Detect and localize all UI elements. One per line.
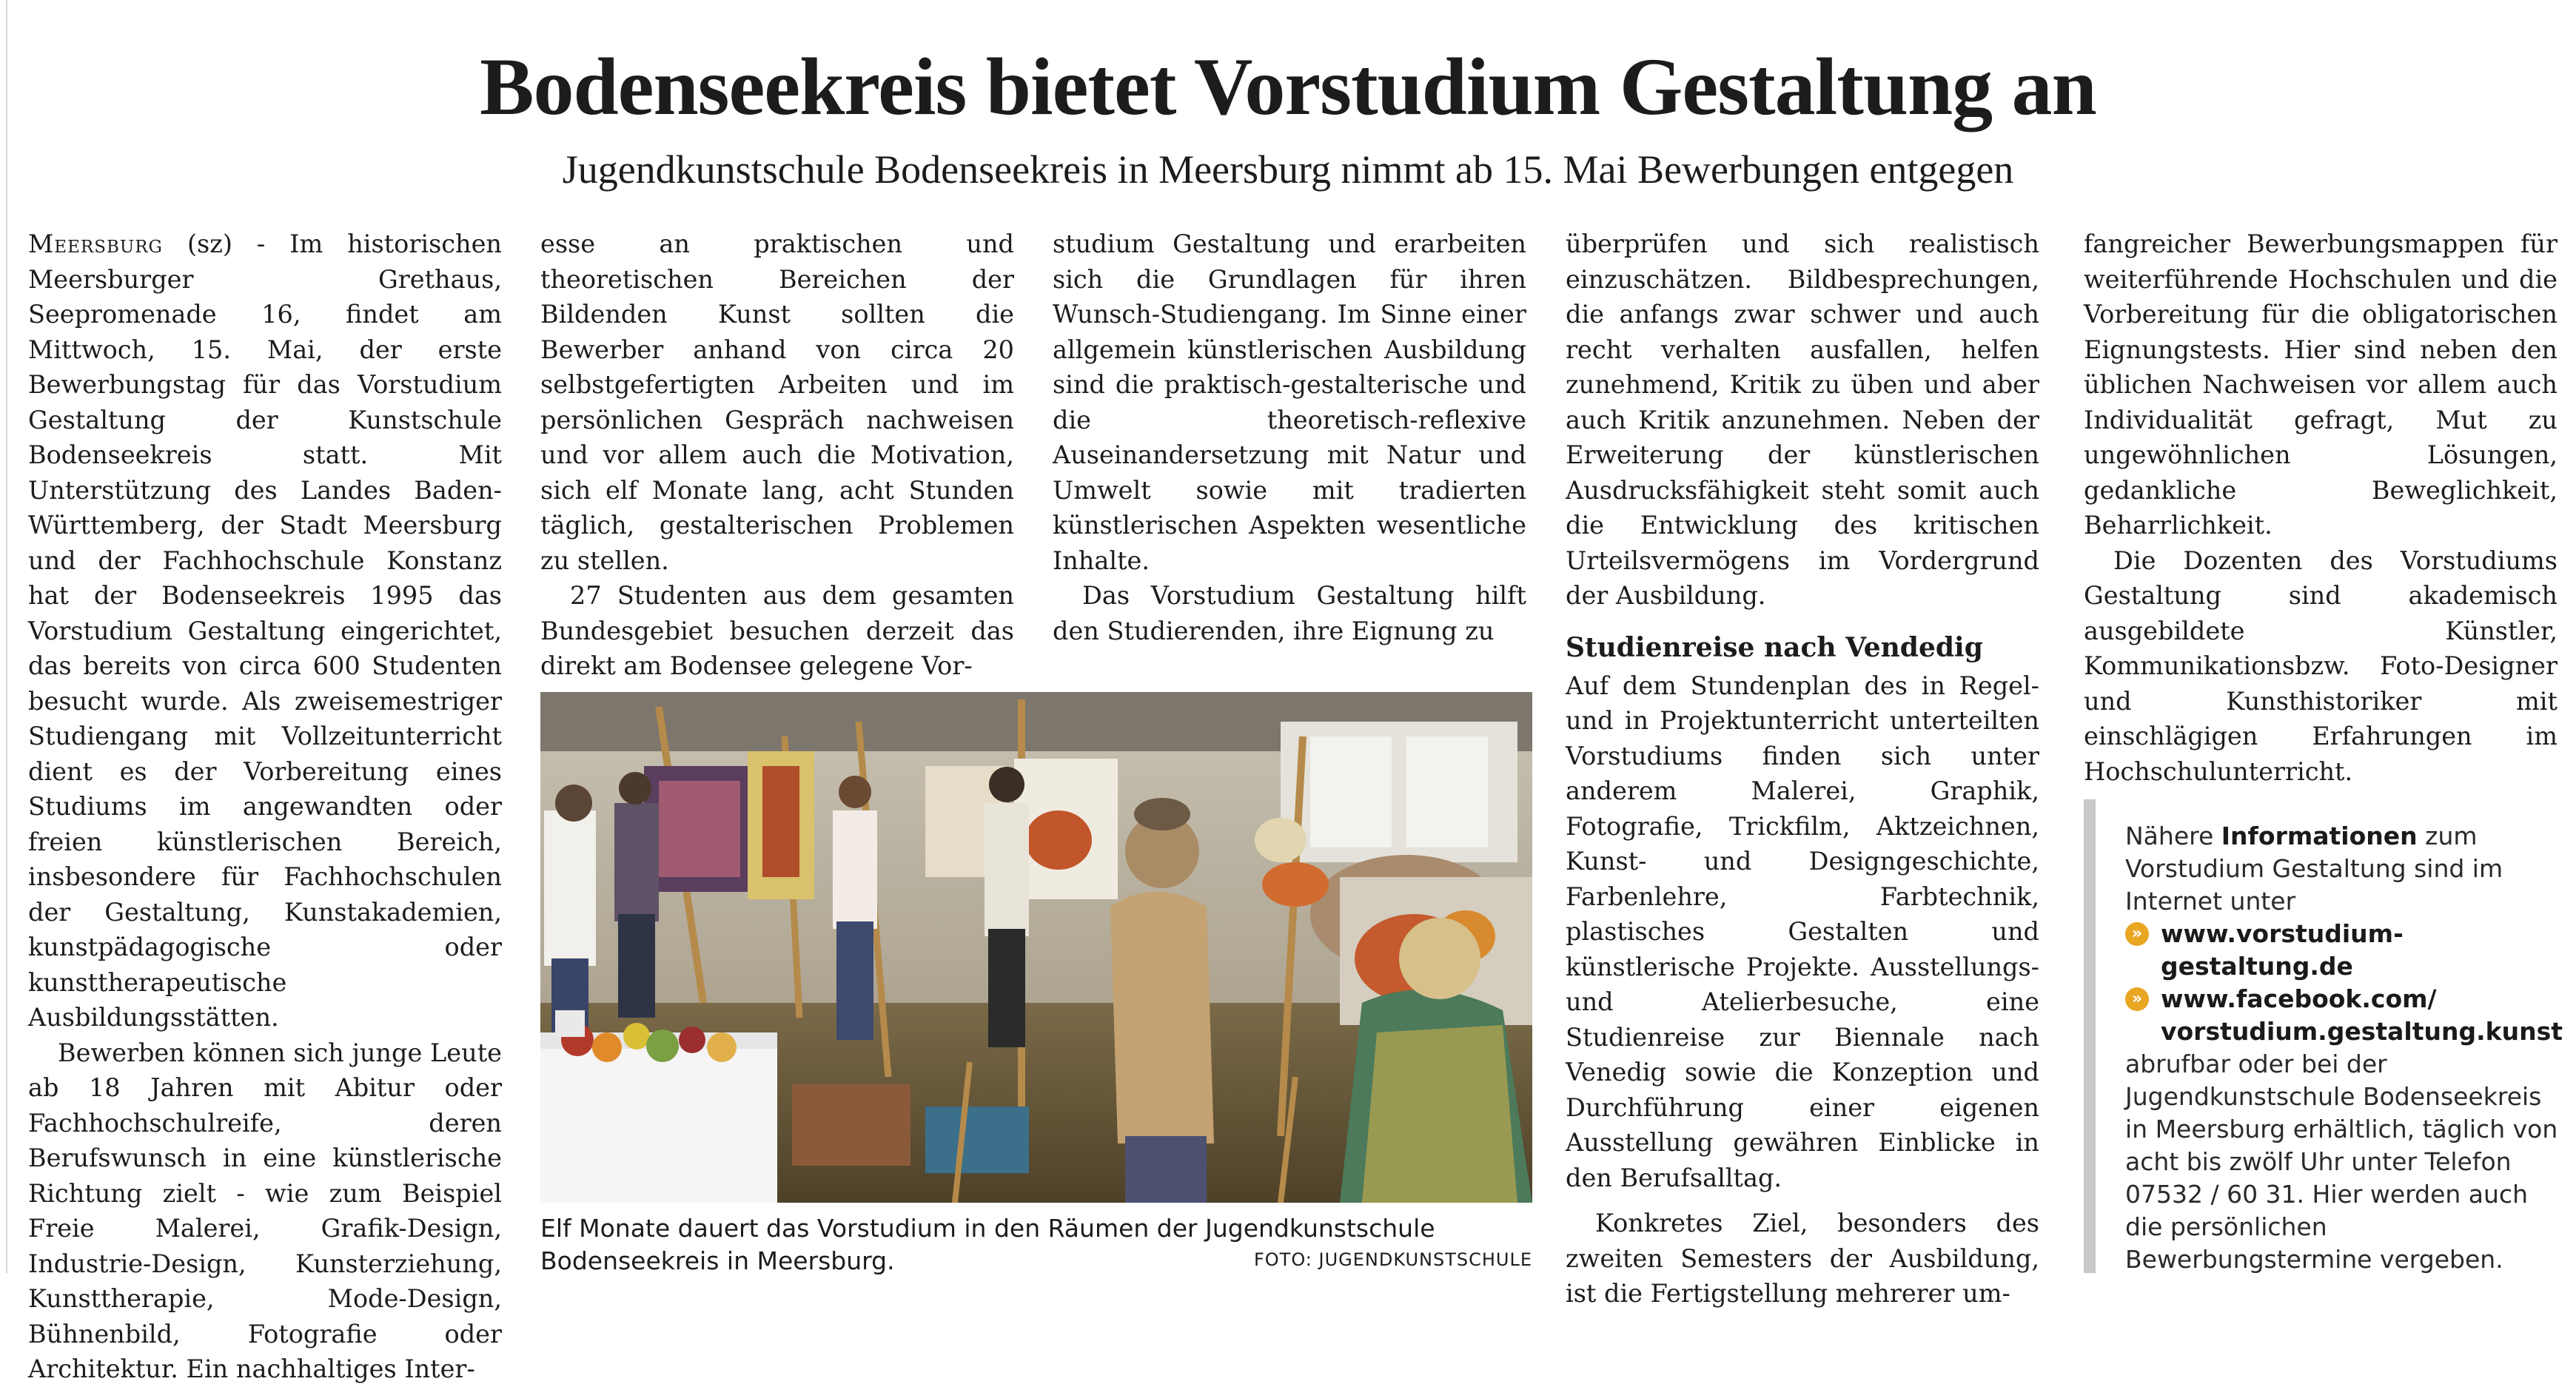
photo-credit: FOTO: JUGENDKUNSTSCHULE bbox=[1253, 1249, 1532, 1270]
paragraph: überprüfen und sich realistisch einzuschätzen. Bildbesprechungen, die anfangs zwar schwer und auch recht verhalten ausfallen, helfen zunehmend, Kritik zu üben und aber auch Kritik anzunehmen. Neben der Erweiterung der künstlerischen Ausdrucksfähigkeit steht somit auch die Entwicklung des kritischen Urteilsvermögens im Vordergrund der Ausbildung. bbox=[1566, 229, 2039, 610]
paragraph: Die Dozenten des Vorstudiums Gestaltung sind akademisch ausgebildete Künstler, Kommunikationsbzw. Foto-Designer und Kunsthistoriker mit einschlägigen Erfahrungen im Hochschulunterricht. bbox=[2084, 545, 2557, 786]
paragraph: Konkretes Ziel, besonders des zweiten Semesters der Ausbildung, ist die Fertigstellung mehrerer um- bbox=[1566, 1209, 2039, 1308]
text-column-2 bbox=[540, 226, 1014, 684]
article-subheadline: Jugendkunstschule Bodenseekreis in Meersburg nimmt ab 15. Mai Bewerbungen entgegen bbox=[562, 147, 2014, 192]
studio-photo bbox=[540, 692, 1532, 1203]
paragraph: 27 Studenten aus dem gesamten Bundesgebiet besuchen derzeit das direkt am Bodensee gelegene Vor- bbox=[540, 581, 1014, 680]
text-column-5 bbox=[2084, 226, 2557, 789]
link-item[interactable] bbox=[2125, 983, 2565, 1048]
paragraph: Auf dem Stundenplan des in Regel- und in Projektunterricht unterteilten Vorstudiums finden sich unter anderem Malerei, Graphik, Fotografie, Trickfilm, Aktzeichnen, Kunst- und Designgeschichte, Farbenlehre, Farbtechnik, plastisches Gestalten und künstlerische Projekte. Ausstellungs- und Atelierbesuche, eine Studienreise zur Biennale nach Venedig sowie die Konzeption und Durchführung einer eigenen Ausstellung gewähren Einblicke in den Berufsalltag. bbox=[1566, 671, 2039, 1192]
link-text[interactable]: www.facebook.com/ vorstudium.gestaltung.kunst bbox=[2161, 984, 2563, 1046]
paragraph: fangreicher Bewerbungsmappen für weiterführende Hochschulen und die Vorbereitung für die obligatorischen Eignungstests. Hier sind neben den üblichen Nachweisen vor allem auch Individualität gefragt, Mut zu ungewöhnlichen Lösungen, gedankliche Beweglichkeit, Beharrlichkeit. bbox=[2084, 229, 2557, 540]
photo-caption bbox=[540, 1212, 1532, 1277]
double-chevron-right-icon: » bbox=[2125, 987, 2149, 1011]
paragraph: studium Gestaltung und erarbeiten sich die Grundlagen für ihren Wunsch-Studiengang. Im Sinne einer allgemein künstlerischen Ausbildung sind die praktisch-gestalterische und die theoretisch-reflexive Auseinandersetzung mit Natur und Umwelt sowie mit tradierten künstlerischen Aspekten wesentliche Inhalte. bbox=[1053, 229, 1526, 575]
info-intro-pre: Nähere bbox=[2125, 822, 2214, 850]
section-subheading: Studienreise nach Vendedig bbox=[1566, 631, 1983, 663]
caption-text: Elf Monate dauert das Vorstudium in den Räumen der Jugendkunstschule Bodenseekreis in Meersburg. bbox=[540, 1214, 1435, 1275]
dateline: Meersburg bbox=[28, 229, 163, 258]
info-outro: abrufbar oder bei der Jugendkunstschule Bodenseekreis in Meersburg erhältlich, täglich von acht bis zwölf Uhr unter Telefon 07532 / 60 31. Hier werden auch die persönlichen Bewerbungstermine vergeben. bbox=[2125, 1050, 2558, 1274]
link-item[interactable] bbox=[2125, 918, 2565, 983]
paragraph-text: (sz) - Im historischen Meersburger Grethaus, Seepromenade 16, findet am Mittwoch, 15. Mai, der erste Bewerbungstag für das Vorstudium Gestaltung der Kunstschule Bodenseekreis statt. Mit Unterstützung des Landes Baden-Württemberg, der Stadt Meersburg und der Fachhochschule Konstanz hat der Bodenseekreis 1995 das Vorstudium Gestaltung eingerichtet, das bereits von circa 600 Studenten besucht wurde. Als zweisemestriger Studiengang mit Vollzeitunterricht dient es der Vorbereitung eines Studiums im angewandten oder freien künstlerischen Bereich, insbesondere für Fachhochschulen der Gestaltung, Kunstakademien, kunstpädagogische oder kunsttherapeutische Ausbildungsstätten. bbox=[28, 229, 502, 1032]
info-intro bbox=[2125, 820, 2565, 918]
article-headline: Bodenseekreis bietet Vorstudium Gestaltung an bbox=[480, 41, 2096, 132]
link-text[interactable]: www.vorstudium-gestaltung.de bbox=[2161, 919, 2404, 981]
info-intro-post: zum Vorstudium Gestaltung sind im Internet unter bbox=[2125, 822, 2503, 916]
info-intro-bold: Informationen bbox=[2221, 822, 2418, 850]
paragraph: Das Vorstudium Gestaltung hilft den Studierenden, ihre Eignung zu bbox=[1053, 581, 1526, 645]
paragraph bbox=[28, 226, 502, 1035]
paragraph: Bewerben können sich junge Leute ab 18 Jahren mit Abitur oder Fachhochschulreife, deren Berufswunsch in eine künstlerische Richtung zielt - wie zum Beispiel Freie Malerei, Grafik-Design, Industrie-Design, Kunsterziehung, Kunsttherapie, Mode-Design, Bühnenbild, Fotografie oder Architektur. Ein nachhaltiges Inter- bbox=[28, 1038, 502, 1383]
text-column-4 bbox=[1566, 226, 2039, 1312]
text-column-3 bbox=[1053, 226, 1526, 648]
info-box bbox=[2084, 799, 2565, 1273]
text-column-1 bbox=[28, 226, 502, 1387]
paragraph: esse an praktischen und theoretischen Bereichen der Bildenden Kunst sollten die Bewerber anhand von circa 20 selbstgefertigten Arbeiten und im persönlichen Gespräch nachweisen und vor allem auch die Motivation, sich elf Monate lang, acht Stunden täglich, gestalterischen Problemen zu stellen. bbox=[540, 229, 1014, 575]
double-chevron-right-icon: » bbox=[2125, 922, 2149, 946]
